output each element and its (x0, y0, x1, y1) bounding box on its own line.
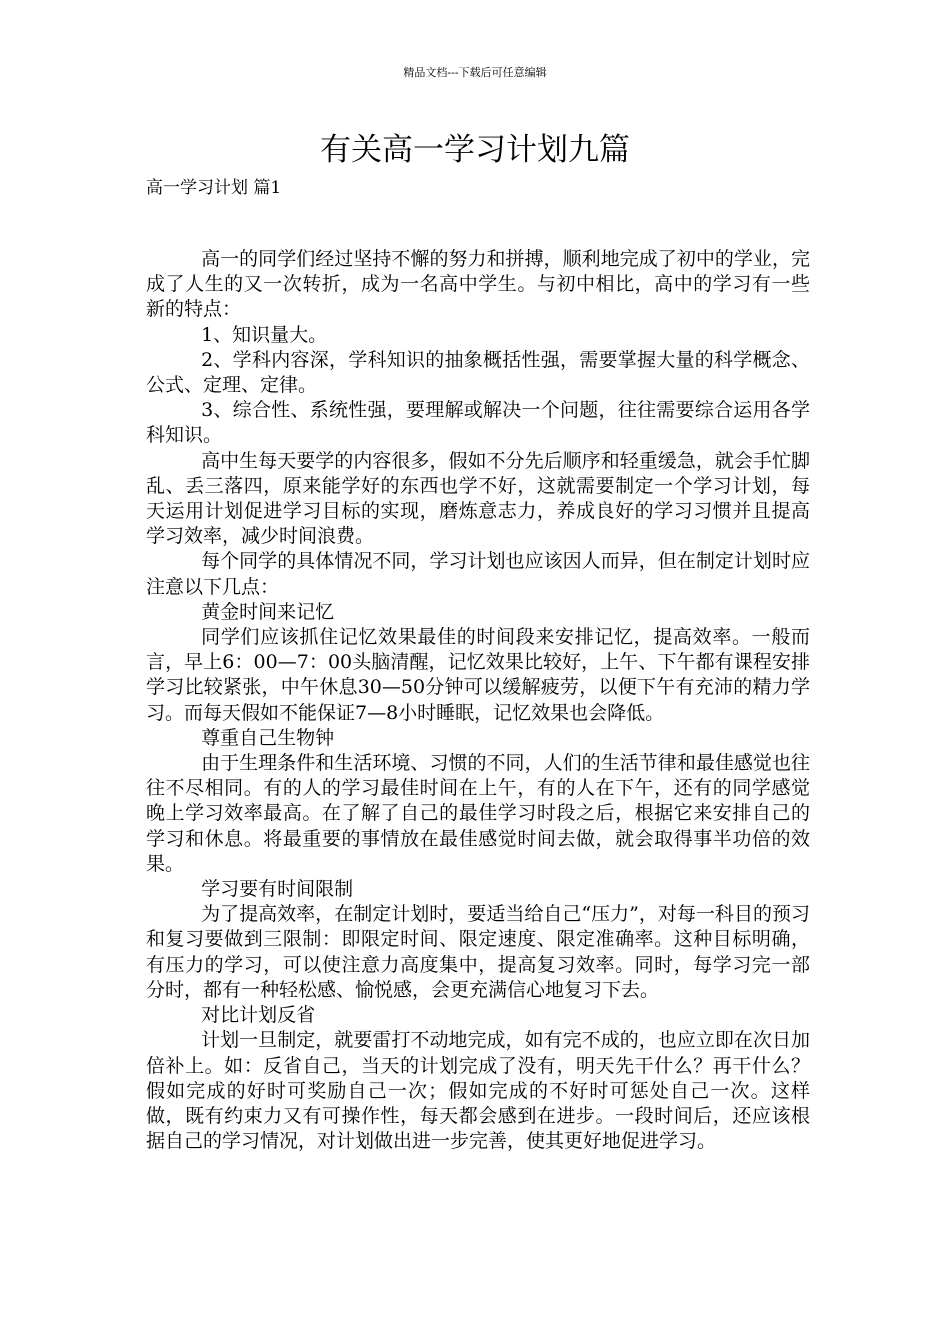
subheading-time-limit: 学习要有时间限制 (201, 878, 354, 901)
paragraph-intro: 高一的同学们经过坚持不懈的努力和拼搏，顺利地完成了初中的学业，完成了人生的又一次转折，成为一名高中学生。与初中相比，高中的学习有一些新的特点： (146, 248, 810, 321)
paragraph-plan-need: 高中生每天要学的内容很多，假如不分先后顺序和轻重缓急，就会手忙脚乱、丢三落四，原来能学好的东西也学不好，这就需要制定一个学习计划，每天运用计划促进学习目标的实现，磨炼意志力，养成良好的学习习惯并且提高学习效率，减少时间浪费。 (146, 449, 810, 548)
list-item-1: 1、知识量大。 (201, 323, 328, 346)
subheading-biological-clock: 尊重自己生物钟 (201, 726, 335, 749)
document-title: 有关高一学习计划九篇 (320, 132, 630, 168)
paragraph-review-plan: 计划一旦制定，就要雷打不动地完成，如有完不成的，也应立即在次日加倍补上。如：反省自己，当天的计划完成了没有，明天先干什么？再干什么？假如完成的好时可奖励自己一次；假如完成的不好时可惩处自己一次。这样做，既有约束力又有可操作性，每天都会感到在进步。一段时间后，还应该根据自己的学习情况，对计划做出进一步完善，使其更好地促进学习。 (146, 1029, 810, 1153)
page-header: 精品文档---下载后可任意编辑 (403, 66, 547, 79)
paragraph-time-limit: 为了提高效率，在制定计划时，要适当给自己“压力”，对每一科目的预习和复习要做到三限制：即限定时间、限定速度、限定准确率。这种目标明确，有压力的学习，可以使注意力高度集中，提高复习效率。同时，每学习完一部分时，都有一种轻松感、愉悦感，会更充满信心地复习下去。 (146, 903, 810, 1001)
paragraph-golden-time: 同学们应该抓住记忆效果最佳的时间段来安排记忆，提高效率。一般而言，早上6：00—7：00头脑清醒，记忆效果比较好，上午、下午都有课程安排学习比较紧张，中午休息30—50分钟可以缓解疲劳，以便下午有充沛的精力学习。而每天假如不能保证7—8小时睡眠，记忆效果也会降低。 (146, 626, 810, 724)
subheading-review-plan: 对比计划反省 (201, 1004, 316, 1027)
document-body (146, 247, 810, 1154)
paragraph-biological-clock: 由于生理条件和生活环境、习惯的不同，人们的生活节律和最佳感觉也往往不尽相同。有的人的学习最佳时间在上午，有的人在下午，还有的同学感觉晚上学习效率最高。在了解了自己的最佳学习时段之后，根据它来安排自己的学习和休息。将最重要的事情放在最佳感觉时间去做，就会取得事半功倍的效果。 (146, 752, 810, 875)
list-item-3: 3、综合性、系统性强，要理解或解决一个问题，往往需要综合运用各学科知识。 (146, 399, 810, 447)
subheading-golden-time: 黄金时间来记忆 (201, 600, 335, 623)
section-heading: 高一学习计划 篇1 (146, 178, 282, 198)
list-item-2: 2、学科内容深，学科知识的抽象概括性强，需要掌握大量的科学概念、公式、定理、定律。 (146, 348, 810, 397)
paragraph-notes-intro: 每个同学的具体情况不同，学习计划也应该因人而异，但在制定计划时应注意以下几点： (146, 550, 810, 598)
